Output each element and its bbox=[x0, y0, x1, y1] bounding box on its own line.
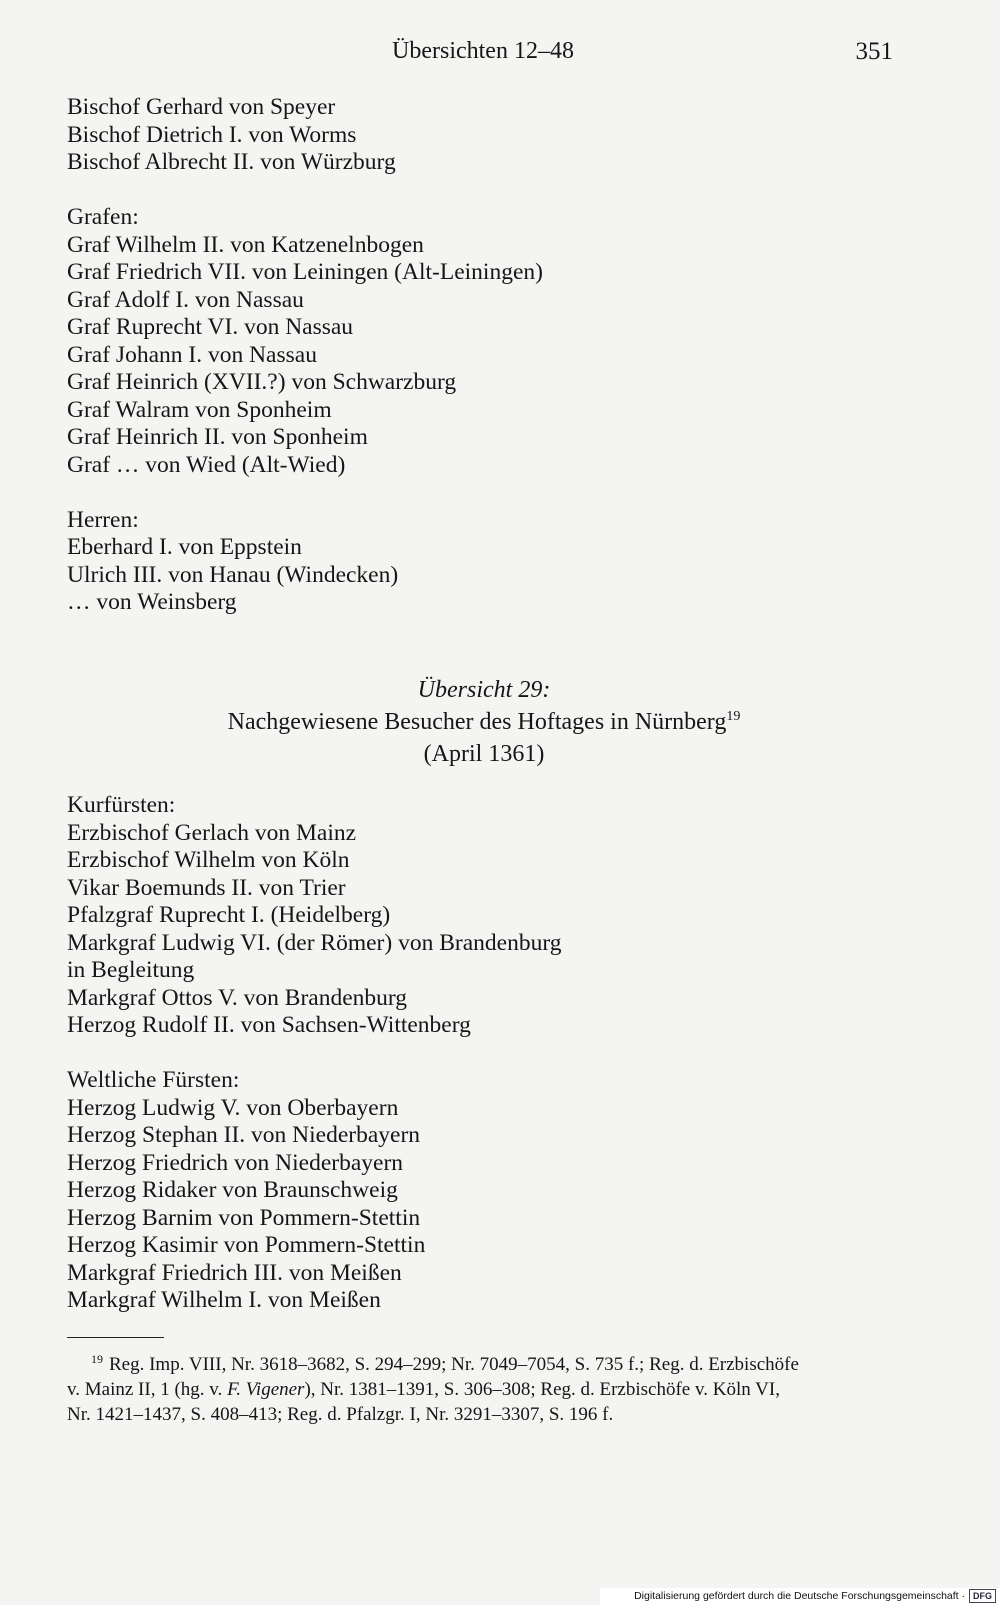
list-item: Erzbischof Gerlach von Mainz bbox=[67, 819, 357, 846]
footnote-divider bbox=[67, 1337, 164, 1338]
list-item: Bischof Dietrich I. von Worms bbox=[67, 121, 357, 148]
list-item: Herzog Ludwig V. von Oberbayern bbox=[67, 1094, 399, 1121]
footnote-editor: F. Vigener bbox=[227, 1379, 305, 1400]
group-heading-counts: Grafen: bbox=[67, 204, 139, 230]
running-head bbox=[0, 38, 1000, 72]
bottom-attendee-list bbox=[67, 792, 561, 1315]
list-item: Eberhard I. von Eppstein bbox=[67, 534, 302, 560]
list-item: Graf Friedrich VII. von Leiningen (Alt-Leiningen) bbox=[67, 259, 543, 285]
spacer bbox=[67, 1040, 561, 1068]
footnote bbox=[67, 1352, 917, 1427]
section-date: (April 1361) bbox=[423, 741, 545, 767]
list-item: Markgraf Ottos V. von Brandenburg bbox=[67, 984, 408, 1011]
running-head-title: Übersichten 12–48 bbox=[392, 38, 574, 64]
group-heading-electors: Kurfürsten: bbox=[67, 792, 176, 818]
section-label: Übersicht 29: bbox=[417, 677, 551, 703]
list-item: Graf Wilhelm II. von Katzenelnbogen bbox=[67, 231, 424, 258]
list-item: Pfalzgraf Ruprecht I. (Heidelberg) bbox=[67, 902, 391, 928]
funding-notice bbox=[600, 1588, 1000, 1605]
footnote-text: Reg. Imp. VIII, Nr. 3618–3682, S. 294–299; Nr. 7049–7054, S. 735 f.; Reg. d. Erzbischöfe bbox=[109, 1354, 799, 1375]
list-item: Graf Ruprecht VI. von Nassau bbox=[67, 314, 354, 340]
funding-notice-text: Digitalisierung gefördert durch die Deutsche Forschungsgemeinschaft · bbox=[634, 1590, 965, 1602]
footnote-text: ), Nr. 1381–1391, S. 306–308; Reg. d. Erzbischöfe v. Köln VI, bbox=[304, 1379, 780, 1400]
list-item: Herzog Stephan II. von Niederbayern bbox=[67, 1122, 421, 1148]
list-item: … von Weinsberg bbox=[67, 589, 237, 615]
top-attendee-list bbox=[67, 94, 543, 617]
list-item: Graf Adolf I. von Nassau bbox=[67, 286, 304, 313]
footnote-text: v. Mainz II, 1 (hg. v. bbox=[67, 1379, 228, 1400]
list-item: Graf Heinrich (XVII.?) von Schwarzburg bbox=[67, 369, 457, 395]
section-title bbox=[0, 706, 968, 738]
list-item: Graf Walram von Sponheim bbox=[67, 396, 332, 423]
footnote-reference[interactable]: 19 bbox=[726, 709, 741, 724]
section-heading bbox=[0, 674, 968, 770]
dfg-logo: DFG bbox=[969, 1589, 996, 1603]
list-item: Herzog Rudolf II. von Sachsen-Wittenberg bbox=[67, 1012, 471, 1038]
list-item: Markgraf Ludwig VI. (der Römer) von Brandenburg bbox=[67, 929, 562, 956]
list-item: Bischof Albrecht II. von Würzburg bbox=[67, 149, 396, 175]
list-item: Graf Johann I. von Nassau bbox=[67, 341, 317, 368]
section-title-text: Nachgewiesene Besucher des Hoftages in Nürnberg bbox=[227, 709, 727, 735]
list-item: Graf … von Wied (Alt-Wied) bbox=[67, 451, 346, 478]
list-item: Herzog Ridaker von Braunschweig bbox=[67, 1177, 398, 1203]
group-heading-princes: Weltliche Fürsten: bbox=[67, 1067, 240, 1093]
list-item: Graf Heinrich II. von Sponheim bbox=[67, 424, 368, 450]
list-item: Vikar Boemunds II. von Trier bbox=[67, 874, 346, 901]
page-number: 351 bbox=[855, 38, 893, 65]
list-item: Herzog Friedrich von Niederbayern bbox=[67, 1149, 404, 1176]
list-item: Markgraf Wilhelm I. von Meißen bbox=[67, 1287, 381, 1313]
list-item: Erzbischof Wilhelm von Köln bbox=[67, 847, 350, 873]
list-item: Herzog Kasimir von Pommern-Stettin bbox=[67, 1232, 426, 1258]
footnote-line bbox=[67, 1377, 917, 1402]
spacer bbox=[67, 177, 543, 205]
footnote-number: 19 bbox=[91, 1351, 103, 1366]
list-item: Ulrich III. von Hanau (Windecken) bbox=[67, 561, 399, 588]
spacer bbox=[67, 479, 543, 507]
footnote-line: Nr. 1421–1437, S. 408–413; Reg. d. Pfalzgr. I, Nr. 3291–3307, S. 196 f. bbox=[67, 1404, 614, 1425]
footnote-line bbox=[67, 1352, 917, 1377]
list-item: in Begleitung bbox=[67, 957, 195, 983]
list-item: Herzog Barnim von Pommern-Stettin bbox=[67, 1204, 421, 1231]
list-item: Bischof Gerhard von Speyer bbox=[67, 94, 336, 120]
group-heading-lords: Herren: bbox=[67, 506, 139, 533]
list-item: Markgraf Friedrich III. von Meißen bbox=[67, 1259, 402, 1286]
